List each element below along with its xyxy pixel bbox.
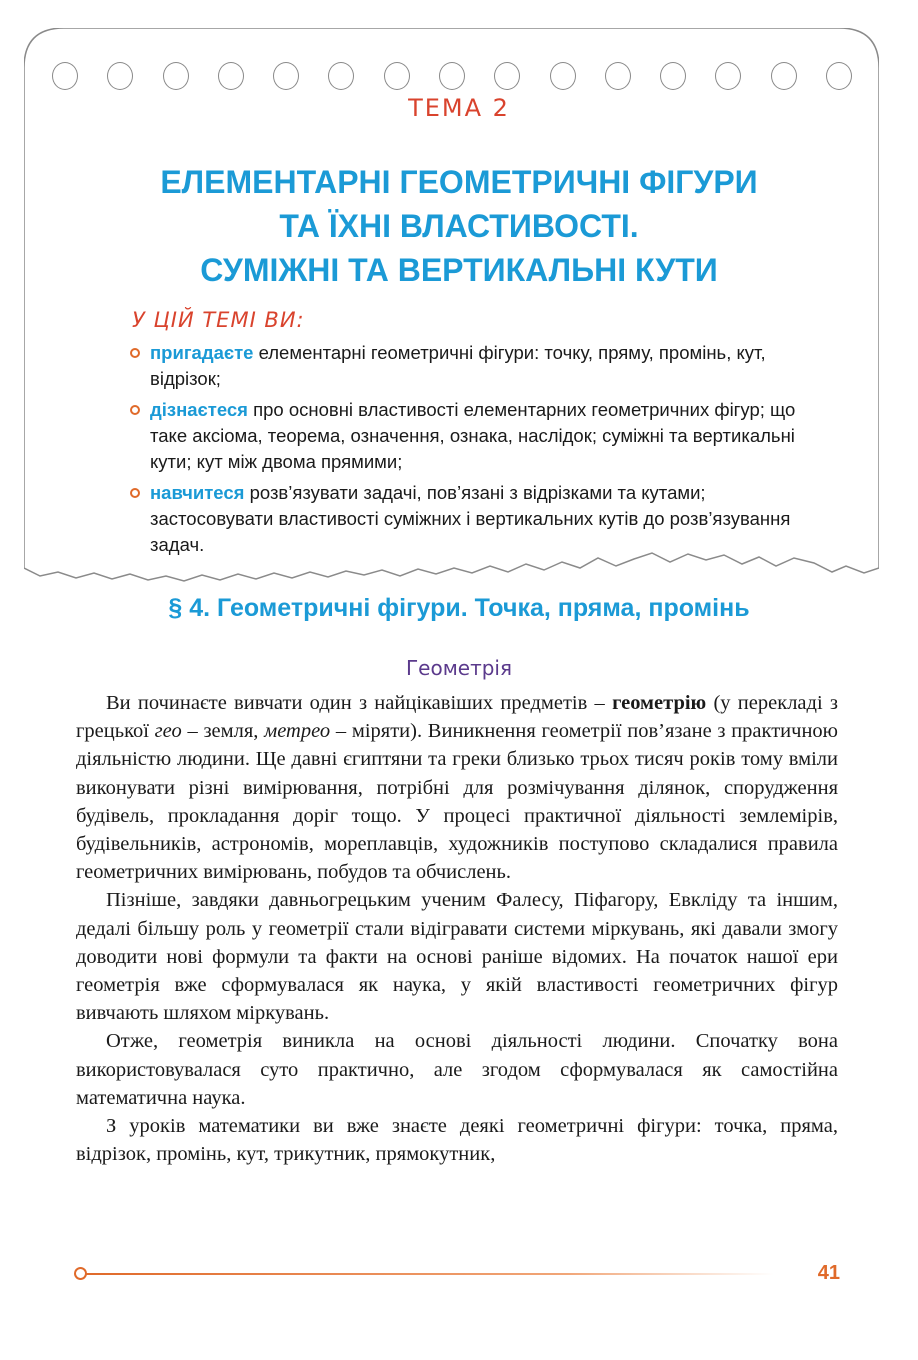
circle-bullet-icon [130,348,140,358]
learning-goals-list [130,340,810,563]
term-bold: геометрію [612,692,707,714]
topic-title-line: СУМІЖНІ ТА ВЕРТИКАЛЬНІ КУТИ [200,252,718,288]
term-italic: гео [154,720,182,743]
ring-hole [384,62,410,90]
ring-hole [52,62,78,90]
circle-bullet-icon [130,488,140,498]
goal-keyword: дізнаєтеся [150,399,248,420]
goal-text: елементарні геометричні фігури: точку, пряму, промінь, кут, відрізок; [150,342,766,389]
text-run: – земля, [181,720,265,743]
ring-hole [715,62,741,90]
subsection-title: Геометрія [405,656,513,680]
learning-goal-item [130,480,810,558]
page-number: 41 [817,1262,840,1284]
section-title: § 4. Геометричні фігури. Точка, пряма, промінь [168,594,750,622]
body-text [76,689,838,1168]
learning-goal-item [130,397,810,475]
paragraph: З уроків математики ви вже знаєте деякі геометричні фігури: точка, пряма, відрізок, промінь, кут, трикутник, прямокутник, [76,1115,838,1166]
paragraph [76,689,838,886]
ring-hole [163,62,189,90]
ring-hole [605,62,631,90]
goal-text: розв’язувати задачі, пов’язані з відрізками та кутами; застосовувати властивості суміжних і вертикальних кутів до розв’язування задач. [150,482,791,555]
ring-hole [494,62,520,90]
ring-hole [550,62,576,90]
ring-hole [826,62,852,90]
ring-hole [107,62,133,90]
notebook-rings [52,62,852,92]
ring-hole [328,62,354,90]
text-run: Ви починаєте вивчати один з найцікавіших предметів – [106,692,613,714]
paragraph: Пізніше, завдяки давньогрецьким ученим Фалесу, Піфагору, Евкліду та іншим, дедалі більшу роль у геометрії стали відігравати системи міркувань, які давали змогу доводити нові формули та факти на основі раніше відомих. На початок нашої ери геометрія вже сформувалася як наука, у якій властивості геометричних фігур вивчають шляхом міркувань. [76,889,838,1025]
topic-title-line: ЕЛЕМЕНТАРНІ ГЕОМЕТРИЧНІ ФІГУРИ [160,164,758,200]
text-run: (у перекладі з грецької [76,692,838,743]
footer-circle-icon [74,1267,87,1280]
in-topic-heading: У ЦІЙ ТЕМІ ВИ: [132,308,305,332]
circle-bullet-icon [130,405,140,415]
goal-text: про основні властивості елементарних геометричних фігур; що таке аксіома, теорема, означення, ознака, наслідок; суміжні та вертикальні кути; кут між двома прямими; [150,399,796,472]
text-run: – міряти). Виникнення геометрії пов’язане з практичною діяльністю людини. Ще давні єгиптяни та греки близько трьох тисяч років тому вміли виконувати різні вимірювання, потрібні для розмічування ділянок, спорудження будівель, прокладання доріг тощо. У процесі практичної діяльності землемірів, будівельників, астрономів, мореплавців, художників поступово складалися правила геометричних вимірювань, побудов та обчислень. [76,720,838,884]
ring-hole [439,62,465,90]
ring-hole [218,62,244,90]
paragraph: Отже, геометрія виникла на основі діяльності людини. Спочатку вона використовувалася суто практично, але згодом сформувалася як самостійна математична наука. [76,1030,838,1109]
topic-title [0,160,918,292]
goal-keyword: пригадаєте [150,342,254,363]
topic-title-line: ТА ЇХНІ ВЛАСТИВОСТІ. [279,208,639,244]
term-italic: метрео [264,720,331,743]
ring-hole [660,62,686,90]
topic-label: ТЕМА 2 [408,94,510,122]
ring-hole [771,62,797,90]
learning-goal-item [130,340,810,392]
footer-rule [84,1273,774,1275]
ring-hole [273,62,299,90]
goal-keyword: навчитеся [150,482,245,503]
